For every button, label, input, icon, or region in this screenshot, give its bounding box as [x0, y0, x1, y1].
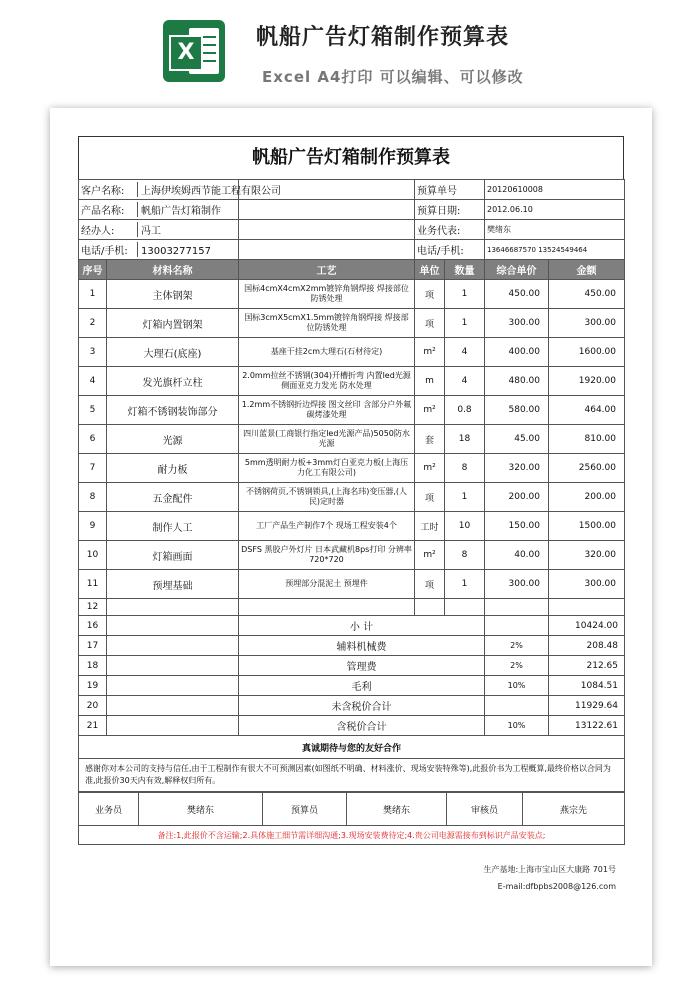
row-number: 9	[79, 512, 107, 541]
amount	[549, 599, 625, 616]
row-number: 17	[79, 636, 107, 656]
address-text: 生产基地:上海市宝山区大康路 701号	[483, 865, 616, 874]
header-banner	[0, 0, 700, 100]
note-text: 备注:1,此报价不含运输;2.具体施工细节需详细沟通;3.现场安装费待定;4.贵公司电源需接布到标识产品安装点;	[79, 826, 625, 845]
summary-amount: 13122.61	[549, 716, 625, 736]
product-value: 帆船广告灯箱制作	[141, 206, 221, 217]
closing-text: 真诚期待与您的友好合作	[79, 736, 625, 759]
amount: 450.00	[549, 280, 625, 309]
sign-cell: 樊绪东	[347, 793, 447, 826]
material-name: 大理石(底座)	[107, 338, 239, 367]
unit-price	[485, 599, 549, 616]
material-name: 灯箱不锈钢装饰部分	[107, 396, 239, 425]
unit-price: 40.00	[485, 541, 549, 570]
closing-row	[79, 736, 625, 759]
amount: 2560.00	[549, 454, 625, 483]
banner-subtitle: Excel A4打印 可以编辑、可以修改	[262, 68, 524, 86]
unit-price: 300.00	[485, 570, 549, 599]
process-spec: 预埋部分混泥土 预埋件	[239, 570, 415, 599]
row-number: 7	[79, 454, 107, 483]
phone-label: 电话/手机:	[79, 242, 138, 257]
quantity: 1	[445, 309, 485, 338]
excel-icon	[163, 20, 225, 82]
rep-phone-value: 13646687570 13524549464	[485, 240, 625, 260]
table-row	[79, 367, 625, 396]
col-header: 单位	[415, 260, 445, 280]
row-number: 12	[79, 599, 107, 616]
date-label: 预算日期:	[415, 200, 485, 220]
unit: m²	[415, 454, 445, 483]
quantity: 4	[445, 338, 485, 367]
table-row	[79, 338, 625, 367]
quantity: 0.8	[445, 396, 485, 425]
date-value: 2012.06.10	[485, 200, 625, 220]
material-name: 灯箱画面	[107, 541, 239, 570]
material-name: 耐力板	[107, 454, 239, 483]
row-number: 6	[79, 425, 107, 454]
quantity: 1	[445, 483, 485, 512]
rep-label: 业务代表:	[415, 220, 485, 240]
amount: 464.00	[549, 396, 625, 425]
quantity	[445, 599, 485, 616]
rep-value: 樊绪东	[485, 220, 625, 240]
summary-label: 管理费	[239, 656, 485, 676]
unit: 项	[415, 309, 445, 338]
process-spec: 四川蓝景(工商银行指定led光源产品)5050防水光源	[239, 425, 415, 454]
amount: 300.00	[549, 309, 625, 338]
unit-price: 150.00	[485, 512, 549, 541]
document-title: 帆船广告灯箱制作预算表	[78, 136, 624, 179]
summary-rows	[79, 616, 625, 736]
table-row	[79, 483, 625, 512]
sign-cell: 燕宗先	[523, 793, 625, 826]
row-number: 19	[79, 676, 107, 696]
summary-label: 含税价合计	[239, 716, 485, 736]
sign-cell: 业务员	[79, 793, 139, 826]
summary-row	[79, 616, 625, 636]
material-name	[107, 599, 239, 616]
summary-amount: 212.65	[549, 656, 625, 676]
process-spec: 2.0mm拉丝不锈钢(304)开槽折弯 内置led光源 侧面亚克力发光 防水处理	[239, 367, 415, 396]
summary-amount: 208.48	[549, 636, 625, 656]
table-row	[79, 425, 625, 454]
table-row	[79, 541, 625, 570]
summary-amount: 10424.00	[549, 616, 625, 636]
unit: m²	[415, 396, 445, 425]
col-header: 数量	[445, 260, 485, 280]
unit: 项	[415, 280, 445, 309]
summary-amount: 11929.64	[549, 696, 625, 716]
summary-row	[79, 656, 625, 676]
table-header-row	[79, 260, 625, 280]
item-rows	[79, 280, 625, 616]
summary-amount: 1084.51	[549, 676, 625, 696]
summary-rate: 2%	[485, 636, 549, 656]
process-spec: 5mm透明耐力板+3mm灯白亚克力板(上海压力化工有限公司)	[239, 454, 415, 483]
process-spec: 不锈钢荷页,不锈钢锁具,(上海名玮)变压器,(人民)定时器	[239, 483, 415, 512]
unit	[415, 599, 445, 616]
col-header: 金额	[549, 260, 625, 280]
budget-no-label: 预算单号	[415, 180, 485, 200]
summary-rate	[485, 696, 549, 716]
thanks-row	[79, 759, 625, 792]
summary-row	[79, 676, 625, 696]
row-number: 20	[79, 696, 107, 716]
process-spec: 国标3cmX5cmX1.5mm镀锌角钢焊接 焊接部位防锈处理	[239, 309, 415, 338]
budget-no-value: 20120610008	[485, 180, 625, 200]
row-number: 11	[79, 570, 107, 599]
amount: 200.00	[549, 483, 625, 512]
process-spec: 基座干挂2cm大理石(石材待定)	[239, 338, 415, 367]
material-name: 发光旗杆立柱	[107, 367, 239, 396]
handler-value: 冯工	[141, 226, 161, 237]
client-value: 上海伊埃姆西节能工程有限公司	[141, 186, 281, 197]
table-row	[79, 570, 625, 599]
col-header: 序号	[79, 260, 107, 280]
sign-cell: 樊绪东	[139, 793, 263, 826]
unit: m²	[415, 338, 445, 367]
unit-price: 480.00	[485, 367, 549, 396]
table-row	[79, 454, 625, 483]
summary-rate: 10%	[485, 676, 549, 696]
summary-label: 小 计	[239, 616, 485, 636]
email-text: E-mail:dfbpbs2008@126.com	[497, 882, 616, 891]
summary-row	[79, 716, 625, 736]
summary-label: 辅料机械费	[239, 636, 485, 656]
amount: 300.00	[549, 570, 625, 599]
sign-cell: 审核员	[447, 793, 523, 826]
process-spec: 国标4cmX4cmX2mm镀锌角钢焊接 焊接部位防锈处理	[239, 280, 415, 309]
material-name: 制作人工	[107, 512, 239, 541]
quantity: 1	[445, 280, 485, 309]
material-name: 光源	[107, 425, 239, 454]
thanks-text: 感谢你对本公司的支持与信任,由于工程制作有很大不可预测因素(如图纸不明确、材料涨价、现场安装特殊等),此报价书为工程概算,最终价格以合同为准,此报价30天内有效,解释权归所有。	[79, 759, 625, 792]
summary-row	[79, 696, 625, 716]
unit: 项	[415, 483, 445, 512]
unit-price: 300.00	[485, 309, 549, 338]
budget-table	[78, 179, 625, 792]
client-label: 客户名称:	[79, 182, 138, 197]
unit-price: 200.00	[485, 483, 549, 512]
sign-cell: 预算员	[263, 793, 347, 826]
signature-row	[79, 793, 625, 826]
quantity: 4	[445, 367, 485, 396]
product-label: 产品名称:	[79, 202, 138, 217]
document-page	[50, 108, 652, 966]
material-name: 主体钢架	[107, 280, 239, 309]
table-row	[79, 309, 625, 338]
quantity: 10	[445, 512, 485, 541]
summary-rate: 10%	[485, 716, 549, 736]
material-name: 预埋基础	[107, 570, 239, 599]
col-header: 综合单价	[485, 260, 549, 280]
process-spec	[239, 599, 415, 616]
unit: 套	[415, 425, 445, 454]
budget-sheet	[78, 136, 624, 891]
summary-label: 未含税价合计	[239, 696, 485, 716]
unit-price: 320.00	[485, 454, 549, 483]
table-row	[79, 280, 625, 309]
info-row-phone	[79, 240, 625, 260]
process-spec: 工厂产品生产制作7个 现场工程安装4个	[239, 512, 415, 541]
row-number: 21	[79, 716, 107, 736]
row-number: 2	[79, 309, 107, 338]
unit: 工时	[415, 512, 445, 541]
process-spec: 1.2mm不锈钢折边焊接 图文丝印 含部分户外氟碳烤漆处理	[239, 396, 415, 425]
table-row	[79, 599, 625, 616]
amount: 810.00	[549, 425, 625, 454]
rep-phone-label: 电话/手机:	[415, 240, 485, 260]
quantity: 18	[445, 425, 485, 454]
row-number: 18	[79, 656, 107, 676]
table-row	[79, 512, 625, 541]
summary-label: 毛利	[239, 676, 485, 696]
process-spec: DSFS 黑胶户外灯片 日本武藏机8ps打印 分辨率720*720	[239, 541, 415, 570]
excel-icon-letter: X	[169, 35, 203, 71]
banner-title: 帆船广告灯箱制作预算表	[256, 25, 510, 50]
summary-rate	[485, 616, 549, 636]
material-name: 五金配件	[107, 483, 239, 512]
unit: m²	[415, 541, 445, 570]
row-number: 4	[79, 367, 107, 396]
row-number: 3	[79, 338, 107, 367]
row-number: 8	[79, 483, 107, 512]
col-header: 材料名称	[107, 260, 239, 280]
amount: 1600.00	[549, 338, 625, 367]
unit-price: 580.00	[485, 396, 549, 425]
row-number: 16	[79, 616, 107, 636]
quantity: 8	[445, 541, 485, 570]
unit-price: 450.00	[485, 280, 549, 309]
summary-rate: 2%	[485, 656, 549, 676]
phone-value: 13003277157	[141, 246, 211, 257]
unit: m	[415, 367, 445, 396]
material-name: 灯箱内置钢架	[107, 309, 239, 338]
note-row	[79, 826, 625, 845]
table-row	[79, 396, 625, 425]
signature-table	[78, 792, 625, 845]
info-row-product	[79, 200, 625, 220]
info-row-client	[79, 180, 625, 200]
amount: 1920.00	[549, 367, 625, 396]
unit-price: 45.00	[485, 425, 549, 454]
quantity: 8	[445, 454, 485, 483]
row-number: 10	[79, 541, 107, 570]
row-number: 5	[79, 396, 107, 425]
col-header: 工艺	[239, 260, 415, 280]
amount: 1500.00	[549, 512, 625, 541]
quantity: 1	[445, 570, 485, 599]
handler-label: 经办人:	[79, 222, 138, 237]
unit-price: 400.00	[485, 338, 549, 367]
summary-row	[79, 636, 625, 656]
amount: 320.00	[549, 541, 625, 570]
row-number: 1	[79, 280, 107, 309]
unit: 项	[415, 570, 445, 599]
info-row-handler	[79, 220, 625, 240]
